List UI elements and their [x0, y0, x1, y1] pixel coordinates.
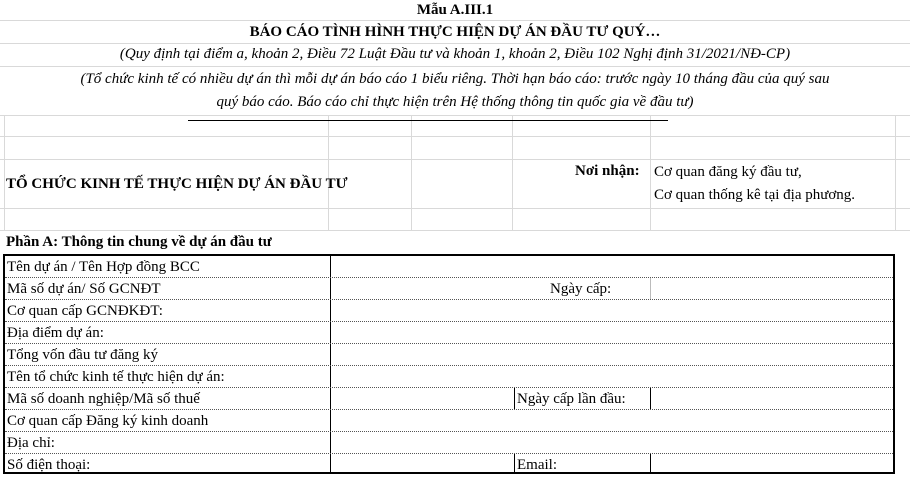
instruction-note-line2: quý báo cáo. Báo cáo chỉ thực hiện trên Hệ thống thông tin quốc gia về đầu tư) [216, 94, 694, 110]
instruction-note-line1: (Tổ chức kinh tế có nhiều dự án thì mỗi dự án báo cáo 1 biểu riêng. Thời hạn báo cáo: trước ngày 10 tháng đầu của quý sau [80, 71, 830, 87]
row-org-name: Tên tổ chức kinh tế thực hiện dự án: [5, 366, 893, 388]
issue-date-label: Ngày cấp: [550, 281, 612, 297]
row-tax-code: Mã số doanh nghiệp/Mã số thuế Ngày cấp lần đầu: [5, 388, 893, 410]
row-project-name: Tên dự án / Tên Hợp đồng BCC [5, 256, 893, 278]
email-label: Email: [517, 457, 557, 473]
project-info-table [3, 254, 895, 474]
row-business-registrar: Cơ quan cấp Đăng ký kinh doanh [5, 410, 893, 432]
row-issuing-agency: Cơ quan cấp GCNĐKĐT: [5, 300, 893, 322]
row-registered-capital: Tổng vốn đầu tư đăng ký [5, 344, 893, 366]
recipient-1: Cơ quan đăng ký đầu tư, [654, 164, 802, 180]
org-label: TỔ CHỨC KINH TẾ THỰC HIỆN DỰ ÁN ĐẦU TƯ [6, 176, 348, 192]
heading-separator [188, 120, 668, 121]
recipient-label: Nơi nhận: [575, 163, 640, 179]
row-project-code: Mã số dự án/ Số GCNĐT Ngày cấp: [5, 278, 893, 300]
row-address: Địa chỉ: [5, 432, 893, 454]
section-a-title: Phần A: Thông tin chung về dự án đầu tư [6, 234, 272, 250]
row-phone: Số điện thoại: Email: [5, 454, 893, 476]
first-issue-date-label: Ngày cấp lần đầu: [517, 391, 626, 407]
report-title: BÁO CÁO TÌNH HÌNH THỰC HIỆN DỰ ÁN ĐẦU TƯ QUÝ… [249, 24, 661, 40]
recipient-2: Cơ quan thống kê tại địa phương. [654, 187, 856, 203]
legal-basis-subtitle: (Quy định tại điểm a, khoản 2, Điều 72 Luật Đầu tư và khoản 1, khoản 2, Điều 102 Nghị định 31/2021/NĐ-CP) [119, 46, 791, 62]
form-code: Mẫu A.III.1 [416, 2, 494, 18]
row-project-location: Địa điểm dự án: [5, 322, 893, 344]
